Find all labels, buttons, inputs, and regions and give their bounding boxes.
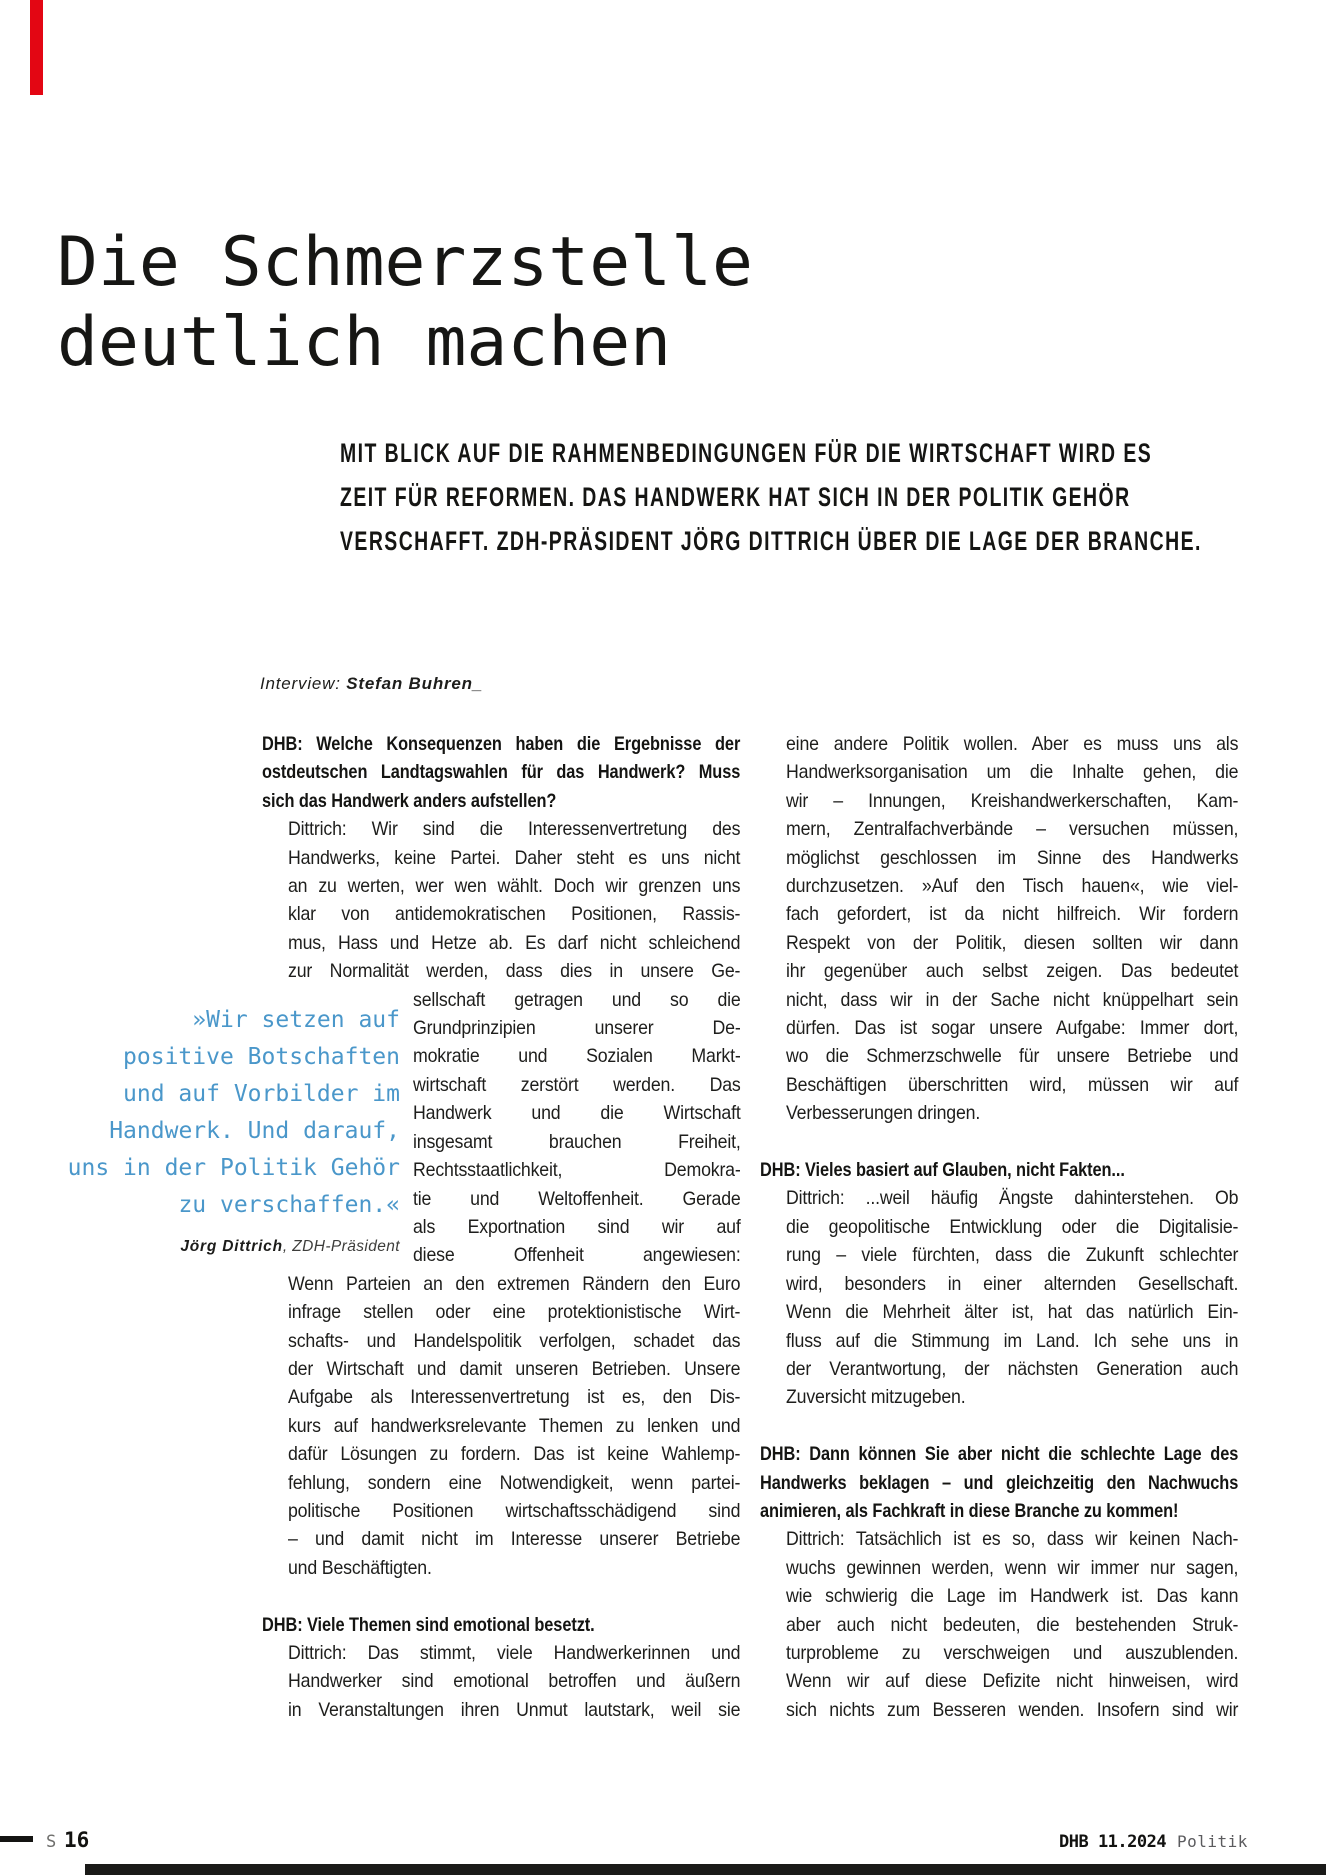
pull-quote [55, 1002, 400, 1224]
text-line: Handwerk und die Wirtschaft [413, 1102, 741, 1125]
text-line: wo die Schmerzschwelle für unsere Betriebe und [786, 1045, 1239, 1068]
text-line: eine andere Politik wollen. Aber es muss uns als [786, 733, 1239, 755]
text-line: ihr gegenüber auch selbst zeigen. Das bedeutet [786, 960, 1239, 983]
pull-quote-line: uns in der Politik Gehör [67, 1155, 400, 1181]
question-line: DHB: Dann können Sie aber nicht die schlechte Lage des [760, 1443, 1239, 1466]
text-line: wirtschaft zerstört werden. Das [413, 1073, 741, 1096]
text-line: der Wirtschaft und damit unseren Betrieben. Unsere [288, 1357, 741, 1380]
text-line: die geopolitische Entwicklung oder die Digitalisie- [786, 1215, 1239, 1238]
text-line: fach gefordert, ist da nicht hilfreich. Wir fordern [786, 903, 1239, 926]
text-line: kurs auf handwerksrelevante Themen zu lenken und [288, 1414, 741, 1437]
text-line: sich nichts zum Besseren wenden. Insofern sind wir [786, 1698, 1239, 1721]
question-block [760, 1440, 1238, 1525]
text-line: an zu werten, wer wen wählt. Doch wir grenzen uns [288, 875, 741, 898]
text-line: wir – Innungen, Kreishandwerkerschaften, Kam- [786, 789, 1239, 812]
footer-page-number: 16 [64, 1828, 90, 1852]
text-line: Zuversicht mitzugeben. [786, 1386, 966, 1409]
question-line: DHB: Welche Konsequenzen haben die Ergebnisse der [262, 733, 741, 755]
text-line: insgesamt brauchen Freiheit, [413, 1130, 741, 1153]
pull-quote-attribution [55, 1238, 400, 1256]
question-line: sich das Handwerk anders aufstellen? [262, 789, 557, 812]
answer-block [760, 1184, 1238, 1411]
answer-block [760, 730, 1238, 1128]
question-block [760, 1156, 1238, 1184]
interview-label: Interview: [260, 674, 341, 693]
question-line: animieren, als Fachkraft in diese Branche zu kommen! [760, 1499, 1179, 1522]
question-block [262, 1611, 740, 1639]
pull-quote-line: und auf Vorbilder im [123, 1081, 400, 1107]
text-line: als Exportnation sind wir auf [413, 1215, 741, 1238]
text-line: mus, Hass und Hetze ab. Es darf nicht schleichend [288, 931, 741, 954]
text-line: nicht, dass wir in der Sache nicht knüppelhart sein [786, 988, 1239, 1011]
text-line: diese Offenheit angewiesen: [413, 1244, 741, 1267]
column-right [760, 730, 1238, 1724]
text-line: mokratie und Sozialen Markt- [413, 1045, 741, 1068]
text-line: wuchs gewinnen werden, wenn wir immer nur sagen, [786, 1556, 1239, 1579]
text-line: tie und Weltoffenheit. Gerade [413, 1187, 741, 1210]
text-line: Wenn wir auf diese Defizite nicht hinweisen, wird [786, 1670, 1239, 1693]
red-accent-bar [30, 0, 43, 95]
text-line: zur Normalität werden, dass dies in unsere Ge- [288, 960, 741, 983]
text-line: Handwerker sind emotional betroffen und äußern [288, 1670, 741, 1693]
text-line: klar von antidemokratischen Positionen, Rassis- [288, 903, 741, 926]
headline-line: Die Schmerzstelle [57, 223, 753, 302]
text-line: Handwerksorganisation um die Inhalte gehen, die [786, 761, 1239, 784]
text-line: Aufgabe als Interessenvertretung ist es, den Dis- [288, 1386, 741, 1409]
text-line: Handwerks, keine Partei. Daher steht es uns nicht [288, 846, 741, 869]
text-line: schafts- und Handelspolitik verfolgen, schadet das [288, 1329, 741, 1352]
text-line: Respekt von der Politik, diesen sollten wir dann [786, 931, 1239, 954]
standfirst-line: VERSCHAFFT. ZDH-PRÄSIDENT JÖRG DITTRICH ÜBER DIE LAGE DER BRANCHE. [340, 526, 1202, 556]
column-left [262, 730, 740, 1724]
text-line: wird, besonders in einer alternden Gesellschaft. [786, 1272, 1239, 1295]
text-line: in Veranstaltungen ihren Unmut lautstark, weil sie [288, 1698, 741, 1721]
standfirst-line: MIT BLICK AUF DIE RAHMENBEDINGUNGEN FÜR DIE WIRTSCHAFT WIRD ES [340, 438, 1153, 468]
interview-name: Stefan Buhren [346, 674, 473, 693]
text-line: Verbesserungen dringen. [786, 1102, 981, 1125]
text-line: Dittrich: Das stimmt, viele Handwerkerinnen und [288, 1641, 741, 1664]
text-line: dürfen. Das ist sogar unsere Aufgabe: Immer dort, [786, 1017, 1239, 1040]
bottom-bar [85, 1864, 1326, 1875]
page-title [57, 223, 753, 383]
text-line: der Verantwortung, der nächsten Generation auch [786, 1357, 1239, 1380]
pull-quote-line: Handwerk. Und darauf, [109, 1118, 400, 1144]
footer-section: Politik [1177, 1832, 1248, 1851]
text-line: Wenn die Mehrheit älter ist, hat das natürlich Ein- [786, 1301, 1239, 1324]
text-line: fehlung, sondern eine Notwendigkeit, wenn partei- [288, 1471, 741, 1494]
text-line: sellschaft getragen und so die [413, 988, 741, 1011]
text-line: Dittrich: ...weil häufig Ängste dahinterstehen. Ob [786, 1187, 1239, 1210]
text-line: rung – viele fürchten, dass die Zukunft schlechter [786, 1244, 1239, 1267]
question-block [262, 730, 740, 815]
text-line: turprobleme zu verschweigen und auszublenden. [786, 1641, 1239, 1664]
text-line: Dittrich: Tatsächlich ist es so, dass wir keinen Nach- [786, 1528, 1239, 1551]
standfirst [340, 431, 1326, 563]
pull-quote-line: positive Botschaften [123, 1044, 400, 1070]
text-line: Rechtsstaatlichkeit, Demokra- [413, 1159, 741, 1182]
text-line: Grundprinzipien unserer De- [413, 1017, 741, 1040]
text-line: aber auch nicht bedeuten, die bestehenden Struk- [786, 1613, 1239, 1636]
question-line: DHB: Viele Themen sind emotional besetzt. [262, 1613, 595, 1636]
text-line: infrage stellen oder eine protektionistische Wirt- [288, 1301, 741, 1324]
attribution-name: Jörg Dittrich [180, 1238, 283, 1255]
text-line: wie schwierig die Lage im Handwerk ist. Das kann [786, 1585, 1239, 1608]
answer-block [262, 1639, 740, 1724]
standfirst-line: ZEIT FÜR REFORMEN. DAS HANDWERK HAT SICH IN DER POLITIK GEHÖR [340, 482, 1131, 512]
text-line: dafür Lösungen zu fordern. Das ist keine Wahlemp- [288, 1443, 741, 1466]
text-line: möglichst geschlossen im Sinne des Handwerks [786, 846, 1239, 869]
text-line: und Beschäftigten. [288, 1556, 432, 1579]
attribution-role: , ZDH-Präsident [282, 1238, 400, 1255]
text-line: Dittrich: Wir sind die Interessenvertretung des [288, 818, 741, 841]
headline-line: deutlich machen [57, 303, 672, 382]
text-line: Wenn Parteien an den extremen Rändern den Euro [288, 1272, 741, 1295]
pull-quote-line: »Wir setzen auf [192, 1007, 400, 1033]
question-line: Handwerks beklagen – und gleichzeitig den Nachwuchs [760, 1471, 1239, 1494]
interview-credit [260, 674, 483, 694]
text-line: durchzusetzen. »Auf den Tisch hauen«, wie viel- [786, 875, 1239, 898]
pull-quote-line: zu verschaffen.« [178, 1192, 400, 1218]
footer-dash [0, 1836, 33, 1842]
question-line: DHB: Vieles basiert auf Glauben, nicht Fakten... [760, 1159, 1125, 1182]
text-line: – und damit nicht im Interesse unserer Betriebe [288, 1528, 741, 1551]
answer-block [760, 1525, 1238, 1724]
footer-issue: DHB 11.2024 [1059, 1832, 1167, 1852]
interview-underscore: _ [472, 674, 484, 693]
text-line: fluss auf die Stimmung im Land. Ich sehe uns in [786, 1329, 1239, 1352]
text-line: Beschäftigen überschritten wird, müssen wir auf [786, 1073, 1239, 1096]
question-line: ostdeutschen Landtagswahlen für das Handwerk? Muss [262, 761, 741, 784]
text-line: politische Positionen wirtschaftsschädigend sind [288, 1499, 741, 1522]
footer-page-prefix: S [46, 1832, 57, 1852]
text-line: mern, Zentralfachverbände – versuchen müssen, [786, 818, 1239, 841]
